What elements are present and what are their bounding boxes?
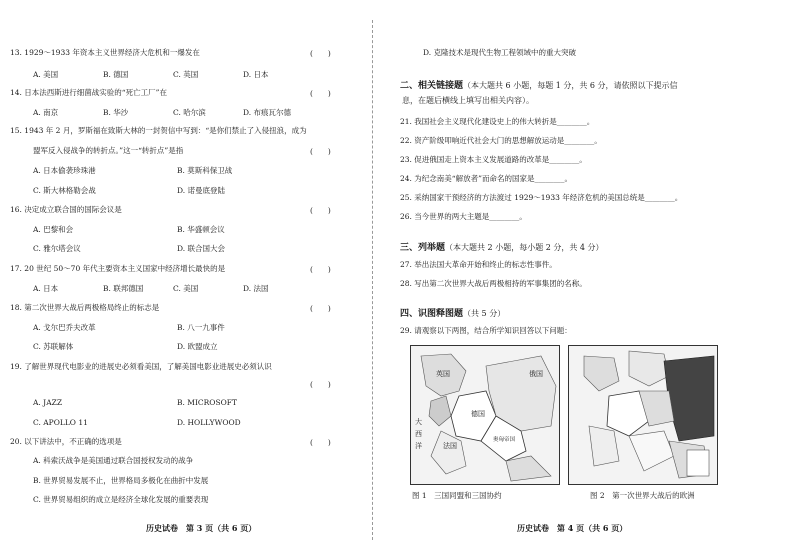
q19-answer-bracket: ( ) [310,380,331,389]
q20-answer-bracket: ( ) [310,438,331,447]
q14-option-d: D. 布痕瓦尔德 [243,108,292,117]
q13-answer-bracket: ( ) [310,49,331,58]
q14-option-a: A. 南京 [33,108,59,117]
q20-option-b: B. 世界贸易发展不止，世界格局多极化在曲折中发展 [33,476,209,485]
map-1-caption: 图 1 三国同盟和三国协约 [412,491,502,500]
q18-option-a: A. 戈尔巴乔夫改革 [33,323,96,332]
q15-option-d: D. 诺曼底登陆 [177,186,226,195]
q15-option-a: A. 日本偷袭珍珠港 [33,166,96,175]
q17-answer-bracket: ( ) [310,265,331,274]
q17-option-a: A. 日本 [33,284,59,293]
q14-option-c: C. 哈尔滨 [173,108,206,117]
q23: 23. 促进俄国走上资本主义发展道路的改革是________。 [400,155,587,164]
q16-stem: 16. 决定成立联合国的国际会议是 [10,205,122,214]
q20-stem: 20. 以下讲法中，不正确的选项是 [10,437,122,446]
q28: 28. 写出第二次世界大战后两极相持的军事集团的名称。 [400,279,587,288]
q20-option-a: A. 科索沃战争是美国通过联合国授权发动的战争 [33,456,194,465]
q25: 25. 采纳国家干预经济的方法渡过 1929～1933 年经济危机的美国总统是________。 [400,193,683,202]
map-1-drawing [411,346,559,484]
section-2-heading [400,78,678,91]
section-3-title: 三、列举题 [400,243,446,253]
q18-stem: 18. 第二次世界大战后两极格局终止的标志是 [10,303,160,312]
q29-stem: 29. 请观察以下两图，结合所学知识回答以下问题： [400,326,572,335]
map-2-drawing [569,346,717,484]
q16-option-d: D. 联合国大会 [177,244,226,253]
map-1-alliances [410,345,560,485]
q20-option-c: C. 世界贸易组织的成立是经济全球化发展的重要表现 [33,495,209,504]
q16-option-a: A. 巴黎和会 [33,225,74,234]
q19-stem: 19. 了解世界现代电影业的进展史必须看美国，了解美国电影业进展史必须认识 [10,362,272,371]
q22: 22. 资产阶级叩响近代社会大门的思想解放运动是________。 [400,136,602,145]
q13-option-d: D. 日本 [243,70,269,79]
q18-option-d: D. 欧盟成立 [177,342,218,351]
page-3-footer: 历史试卷 第 3 页（共 6 页） [146,523,257,533]
q14-stem: 14. 日本法西斯进行细菌战实验的“死亡工厂”在 [10,88,167,97]
section-2-desc-line2: 息，在题后横线上填写出相关内容）。 [402,96,534,105]
q15-stem-line1: 15. 1943 年 2 月，罗斯福在致斯大林的一封贺信中写到：“是你们禁止了入侵扭浪，成为 [10,126,307,135]
q24: 24. 为纪念南美“解放者”而命名的国家是________。 [400,174,572,183]
q17-option-d: D. 法国 [243,284,269,293]
q19-option-b: B. MICROSOFT [177,398,237,407]
section-4-desc: （共 5 分） [463,309,506,318]
section-3-heading [400,240,604,253]
q15-option-b: B. 莫斯科保卫战 [177,166,233,175]
q17-stem: 17. 20 世纪 50～70 年代主要资本主义国家中经济增长最快的是 [10,264,226,273]
q16-option-b: B. 华盛顿会议 [177,225,225,234]
q18-option-c: C. 苏联解体 [33,342,74,351]
map-1-label-britain: 英国 [436,370,450,378]
section-2-title: 二、相关链接题 [400,81,464,91]
q20-option-d: D. 克隆技术是现代生物工程领域中的重大突破 [423,48,577,57]
q14-answer-bracket: ( ) [310,89,331,98]
q17-option-b: B. 联邦德国 [103,284,144,293]
q15-answer-bracket: ( ) [310,147,331,156]
q14-option-b: B. 华沙 [103,108,129,117]
q16-option-c: C. 雅尔塔会议 [33,244,81,253]
map-2-postwar-europe [568,345,718,485]
q16-answer-bracket: ( ) [310,206,331,215]
q19-option-c: C. APOLLO 11 [33,418,88,427]
map-1-label-austria-hungary: 奥匈帝国 [493,437,516,443]
section-2-desc: （本大题共 6 小题，每题 1 分，共 6 分，请依照以下提示信 [463,81,678,90]
q19-option-d: D. HOLLYWOOD [177,418,241,427]
section-4-title: 四、识图释图题 [400,309,464,319]
q17-option-c: C. 美国 [173,284,199,293]
q15-option-c: C. 斯大林格勒会战 [33,186,96,195]
q21: 21. 我国社会主义现代化建设史上的伟大转折是________。 [400,117,595,126]
map-1-label-ocean-3: 洋 [415,442,422,450]
q26: 26. 当今世界的两大主题是________。 [400,212,527,221]
map-1-label-germany: 德国 [471,410,485,418]
map-1-label-russia: 俄国 [529,370,543,378]
q13-option-a: A. 美国 [33,70,59,79]
map-2-caption: 图 2 第一次世界大战后的欧洲 [590,491,695,500]
q18-option-b: B. 八一九事件 [177,323,225,332]
q19-option-a: A. JAZZ [33,398,63,407]
q27: 27. 举出法国大革命开始和终止的标志性事件。 [400,260,557,269]
section-4-heading [400,306,505,319]
map-1-label-ocean-1: 大 [415,418,422,426]
map-1-label-france: 法国 [443,442,457,450]
q13-option-b: B. 德国 [103,70,129,79]
page-4-footer: 历史试卷 第 4 页（共 6 页） [517,523,628,533]
q13-stem: 13. 1929～1933 年资本主义世界经济大危机和一爆发在 [10,48,200,57]
map-1-label-ocean-2: 西 [415,430,422,438]
q13-option-c: C. 英国 [173,70,199,79]
section-3-desc: （本大题共 2 小题，每小题 2 分，共 4 分） [445,243,604,252]
q15-stem-line2: 盟军反入侵战争的转折点。”这一“转折点”是指 [33,146,184,155]
page-divider [372,20,373,540]
q18-answer-bracket: ( ) [310,304,331,313]
